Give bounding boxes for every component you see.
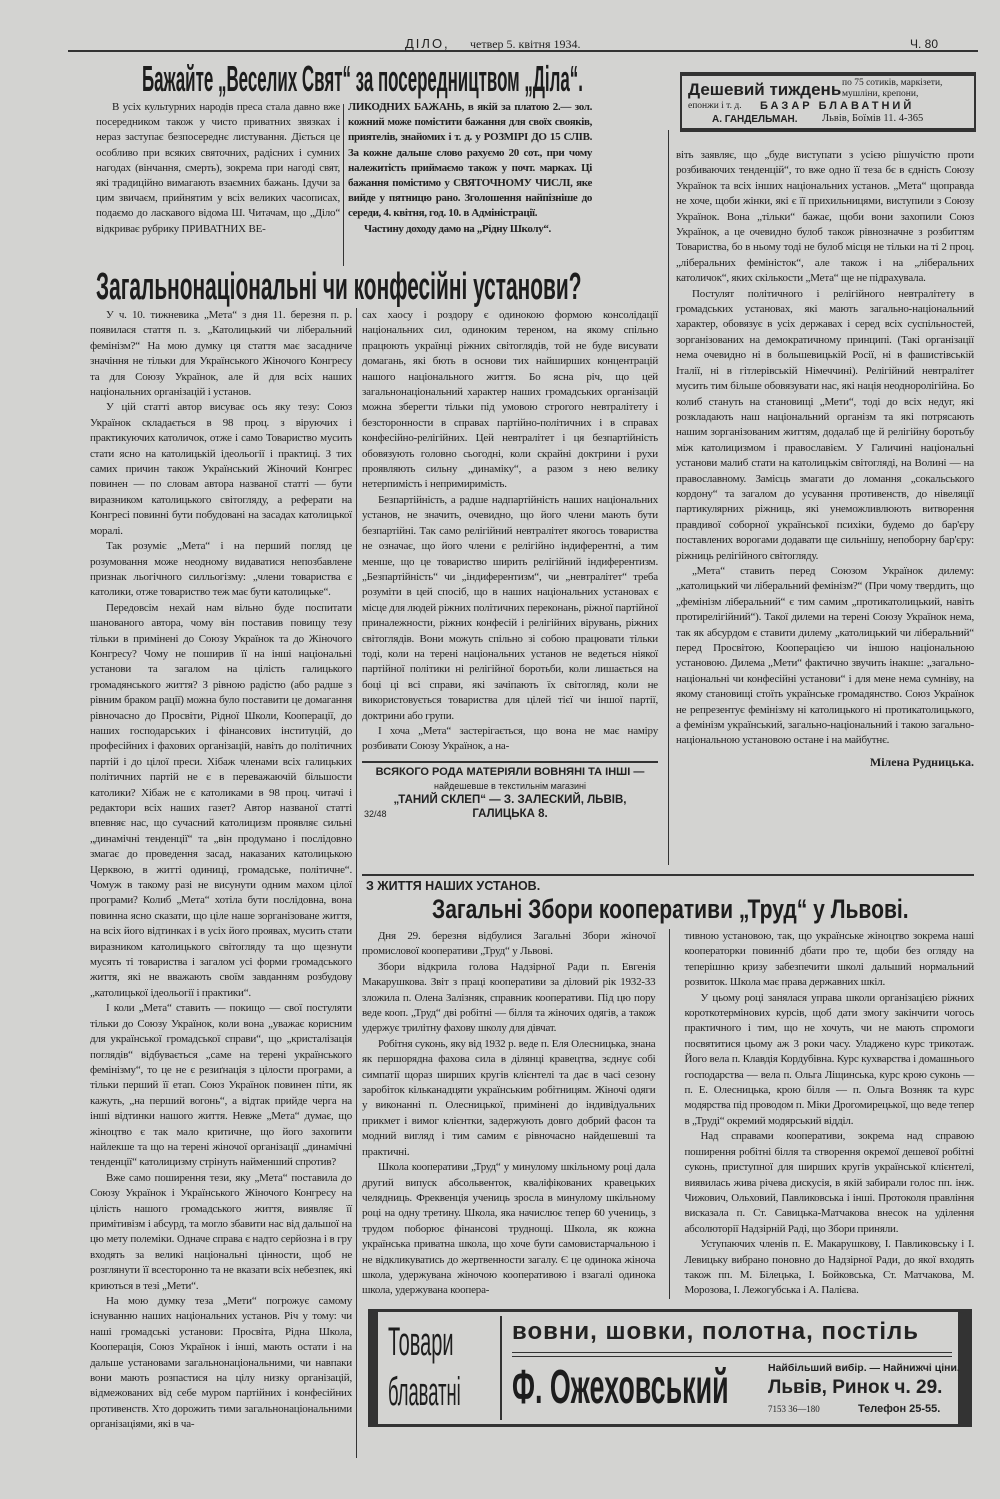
coop-left-column: Дня 29. березня відбулися Загальні Збори жіночої промислової кооперативи „Труд“ у Львові. Збори відкрила голова Надзірної Ради п. Евгенія Макарушкова. Звіт з праці кооперативи за діловий рік 1932-33 зложила п. Олена Залізняк, справник кооперативи. Під цю пору веде кооп. „Труд“ дві робітні — білля та жіночих одягів, а також удержує трилітну фахову школу для дівчат. Робітня суконь, яку від 1932 р. веде п. Еля Олесницька, знана як першорядна фахова сила в ділянці кравецтва, зєднує собі симпатії щораз ширших кругів клієнтелі та дає в часі сезону заробіток кільканадцяти українським робітницям. Жіночі одяги у виконанні п. Олесницької, примінені до індивідуальних прикмет і вимог клієнтки, задержують довго добрий фасон та модний вигляд і тим самим є рівночасно найдешевші та практичні. Школа кооперативи „Труд“ у минулому шкільному році дала другий випуск абсольвенток, кваліфікованих кравецьких челядниць. Фреквенція учениць зросла в минулому шкільному році на одну третину. Школа, яка начислює тепер 60 учениць, з трудом поборює фінансові труднощі. Школа, як кожна українська приватна школа, що хоче бути самовистарчальною і не відкликуватись до жертвенности загалу. Є це одинока жіноча школа, удержувана жіночою кооперативою і взагалі одинока школа, удержувана коопера- <box>362 930 656 1297</box>
ad-taniy-sklep: ВСЯКОГО РОДА МАТЕРІЯЛИ ВОВНЯНІ ТА ІНШІ — найдешевше в текстильнім магазині „ТАНИЙ СКЛЕП“ — З. ЗАЛЕСКИЙ, ЛЬВІВ, 32/48 ГАЛИЦЬКА 8. <box>364 765 645 820</box>
coop-section <box>362 874 974 1427</box>
masthead: ДІЛО, <box>405 36 450 51</box>
greetings-left-column: В усіх культурних народів преса стала давно вже посередником також у чисто приватних звязках і нераз заступає безпосереднє листування. Діється це особливо при всяких святочних, радісних і сумних нагодах (вінчання, смерть), зокрема при нагоді свят, які традиційно вимагають взаємних бажань. Ідучи за цим звичаєм, прийнятим у всіх великих часописах, подаємо до ласкавого відома Ш. Читачам, що „Діло“ відкриває рубрику ПРИВАТНИХ ВЕ- <box>96 101 340 235</box>
ad-code: 32/48 <box>364 808 387 819</box>
ad-ozhekhovskyi: Товари блаватні вовни, шовки, полотна, постіль Ф. Ожеховський Найбільший вибір. — Найнижчі ціни. Львів, Ринок ч. 29. 7153 36—180 Телефон 25-55. <box>368 1309 972 1427</box>
ad-cheap-week: Дешевий тиждень по 75 сотиків, маркізети, мушліни, крепони, епонжи і т. д. БАЗАР БЛАВАТНИЙ А. ГАНДЕЛЬМАН. Львів, Боїмів 11. 4-365 <box>680 72 976 132</box>
article-middle-column: сах хаосу і роздору є одинокою формою консолідації національних сил, одиноким тереном, на якому спільно працюють українці ріжних світоглядів, той не буде висувати домагань, які бють в основи тих найширших концентрацій нашого національного життя. Бо ясна річ, що цей загальнонаціональний характер наших громадських організацій можна зберегти тільки під умовою строгого невтралітету і безсторонности в справах партійно-політичних і в справах конфесійно-релігійних. Цей невтралітет і ця безпартійність обовязують головно сьогодні, коли скрайні доктрини і рухи проявляють сильну „динаміку“, а разом з нею велику нетерпимість і непримиримість. Безпартійність, а радше надпартійність наших національних установ, не значить, очевидно, що його члени мають бути безпартійні. Так само релігійний невтралітет якогось товариства не означає, що його члени є релігійно індиферентні, а тим менше, що це товариство ширить релігійний індиферентизм. „Безпартійність“ чи „індиферентизм“, чи „невтралітет“ треба розуміти в цей спосіб, що в наших національних установах є місце для людей ріжних політичних переконань, ріжної партійної приналежности, ріжних конфесій і релігійних вірувань, ріжних світоглядів. Вони можуть спільно зі собою працювати тільки тоді, коли на терені національних установ не ведеться ніякої партійної політики ні релігійної боротьби, коли лишається на боці ці всі справи, які зачіпають їх світогляд, коли не використовується товариства для цілей тієї чи іншої партії, доктрини або групи. І хоча „Мета“ застерігається, що вона не має наміру розбивати Союзу Українок, а на- <box>362 309 658 753</box>
article-headline: Загальнонаціональні чи конфесійні установи? <box>96 266 582 308</box>
article-right-column: віть заявляє, що „буде виступати з усією рішучістю проти розбиваючих тенденцій“, то вже одно її теза бє в єдність Союзу Українок та всіх інших національних установ. „Мета“ щоправда не хоче, щоби жінки, які є її прихильницями, виступили з Союзу Українок. Вона „тільки“ бажає, щоби вони захопили Союз Українок, а це очевидно булоб також рівнозначне з розбиттям Товариства, бо в ньому тоді не булоб місця не тільки на ті 2 проц. „ліберальних феміністок“, але також і на „ліберальних католичок“, яких скількости „Мета“ ще не підрахувала. Постулят політичного і релігійного невтралітету в громадських установах, які мають загально-національний характер, обовязує в усіх державах і серед всіх суспільностей, зорганізованих на демократичному принципі. (Такі організації нема очевидно ні в большевицькій Росії, ні в фашистівській Італії, ні в гітлерівській Німеччині). Релігійний невтралітет мусить тим більше обовязувати нас, які нація неодноролігійна. Бо колиб стануть на становищі „Мети“, тоді до всіх недуг, які розкладають наш національний організм та які потрясають нашим зорганізованим життям, додалаб ще й релігійну боротьбу між католицизмом і православієм. У Галичині національні установи малиб стати на католицькім світогляді, на Волині — на православному. Замісць змагати до ломання „сокальського кордону“ та загалом до усування противенств, до нівеляції партикулярних ріжниць, які унеможливлюють витворення правдивої соборної української психіки, будемо до бар'єру поставлених ворогами додавати ще сильнішу, непоборну бар'єру: ріжниць релігійного світогляду. „Мета“ ставить перед Союзом Українок дилему: „католицький чи ліберальний фемінізм?“ (При чому твердить, що „фемінізм ліберальний“ є тим самим „протикатолицький, навіть протирелігійний“). Такої дилеми на терені Союзу Українок нема, так як абсурдом є ставити дилему „католицький чи ліберальний“ перед Просвітою, Кооперацією чи іншою національною установою. Дилема „Мети“ фактично звучить інакше: „загально-національні чи конфесійні установи“ і для мене нема сумніву, на якому становищі стоїть українське громадянство. Союз Українок не репрезентує фемінізму ні католицького ні протикатолицького, а фемінізм український, загально-національний і такою загально-національною установою остане і на майбутнє. <box>676 149 974 747</box>
greetings-closing: Частину доходу дамо на „Рідну Школу“. <box>364 222 551 235</box>
coop-headline: Загальні Збори кооперативи „Труд“ у Львові. <box>432 894 909 924</box>
section-rule <box>362 874 974 876</box>
column-divider <box>356 308 357 1458</box>
article-left-column: У ч. 10. тижневика „Мета“ з дня 11. березня п. р. появилася стаття п. з. „Католицький чи ліберальний фемінізм?“ На мою думку ця стаття має засадниче значіння не тільки для Українського Жіночого Конгресу та для Союзу Українок, але й для всіх наших національних організацій і установ. У цій статті автор висуває ось яку тезу: Союз Українок складається в 98 проц. з віруючих і практикуючих католичок, отже і само Товариство мусить стати ясно на католицькій ідеольогії і практиці. З тих самих причин також Український Жіночий Конгрес повинен — по словам автора названої статті — бути виразником католицького світогляду, а реферати на Конгресі повинні бути побудовані на засадах католицької моралі. Так розуміє „Мета“ і на перший погляд це розумовання може неодному видаватися непозбавлене признак льогічного силльогізму: „члени товариства є католики, отже товариство теж має бути католицьке“. Передовсім нехай нам вільно буде поспитати шанованого автора, чому він поставив повищу тезу тільки в примінені до Союзу Українок та до Жіночого Конгресу? Чому не поширив її на інші національні установи та загалом на цілість галицького громадянського життя? З рівною радістю (або радше з рівним браком рації) можна було поставити це домагання рівночасно до Просвіти, Рідної Школи, Кооперації, до наших господарських і фінансових інституцій, до професійних і фахових організацій, навіть до політичних партій і до цілої преси. Хібаж членами всіх галицьких політичних партій не є в переважаючій більшости католики? Хібаж не є католиками в 98 проц. читачі і редактори всіх наших газет? Автор названої статті впевняє нас, що сучасний католицизм проявляє сильні „динамічні тенденції“ та „він продумано і послідовно змагає до проведення засад, наказаних католицькою Церквою, в житті одиниці, громадське, політичне“. Чомуж в такому разі не висунути одним махом цілої програми? Колиб „Мета“ хотіла бути послідовна, вона повинна ясно сказати, що ціле наше зорганізоване життя, на всіх його відтинках і в усіх його проявах, мусить стати виразником католицького світогляду та що щезнути мусять ті товариства і загалом усі форми громадського життя, які не вважають своїм завданням розбудову „католицької ідеольогії і практики“. І коли „Мета“ ставить — покищо — свої постуляти тільки до Союзу Українок, коли вона „уважає корисним для української громадської справи“, що „кристалізація поглядів“ відбувається „саме на терені українського фемінізму“, то це не є резиґнація з цілости програми, а тільки перший її етап. Союз Українок повинен піти, як кажуть, „на перший вогонь“, а відтак прийде черга на інші відтинки нашого життя. Невже „Мета“ думає, що жіноцтво є так мало критичне, що його захопити найлекше та що на терені жіночої організації „динамічні тенденції“ католицизму стрінуть найменший спротив? Вже само поширення тези, яку „Мета“ поставила до Союзу Українок і Українського Жіночого Конгресу на цілість нашого громадського життя, виявляє її примітивізм і абсурд, та могло збавити нас від дальшої на цю мету полеміки. Одначе справа є надто серйозна і в гру входять за великі національні цінности, щоб не розглянути її всесторонно та не вказати всіх небезпек, які криються в тезі „Мети“. На мою думку теза „Мети“ погрожує самому існуванню наших національних установ. Річ у тому: чи наші громадські установи: Просвіта, Рідна Школа, Кооперація, Союз Українок і інші, мають остати і на дальше установами загальнонаціональними, чи навпаки вони мають розпастися на цілу низку організацій, відмежованих від себе муром партійних і конфесійних противенств. Хто дорожить тими загальнонаціональними організаціями, які в ча- <box>90 309 352 1431</box>
article-middle-flow <box>362 308 658 821</box>
column-divider <box>668 130 669 865</box>
article-right-flow <box>676 148 974 770</box>
column-divider <box>669 929 670 1299</box>
issue-date: четвер 5. квітня 1934. <box>470 37 581 51</box>
greetings-headline: Бажайте „Веселих Свят“ за посередництвом „Діла“. <box>142 58 583 99</box>
column-divider <box>343 104 344 266</box>
coop-right-column: тивною установою, так, що українське жіноцтво зокрема наші кооператорки повинніб дбати про те, щоби без огляду на теперішню кризу забезпечити школі дальший нормальний розвиток. Школа має права державних шкіл. У цьому році занялася управа школи організацією ріжних короткотермінових курсів, щоб дати змогу закінчити чогось практичного і тим, що не хочуть, чи не мають спромоги посвятитися цьому аж 3 роки часу. Уладжено курс трикотаж. Його вела п. Клавдія Кордубівна. Курс кухварства і домашнього господарства — вела п. Ольга Ліщинська, курс крою суконь — п. Е. Олесницька, крою білля — п. Ольга Возняк та курс модярства під проводом п. Міки Дрогомирецької, що веде тепер в „Труді“ окремий модярський відділ. Над справами кооперативи, зокрема над справою поширення робітні білля та створення окремої дешевої робітні суконь, приступної для ширших кругів української клієнтелі, виявилась жива річева дискусія, в якій забирали голос пп. інж. Чижович, Ольховий, Павликовська і інші. Протоколя правління висказала п. Ст. Савицька-Матчакова внесок на уділення абсолюторії Надзірній Раді, що Збори приняли. Уступаючих членів п. Е. Макарушкову, І. Павликовську і І. Левицьку вибрано поновно до Надзірної Ради, до якої входять також пп. М. Білецька, І. Бойковська, Ст. Матчакова, М. Морозова, І. Лежогубська і А. Палієва. <box>684 930 974 1297</box>
article-signature: Мілена Рудницька. <box>869 754 974 769</box>
greetings-right-column: ЛИКОДНИХ БАЖАНЬ, в якій за платою 2.— зол. кожний може помістити бажання для своїх свояків, приятелів, знайомих і т. д. у РОЗМІРІ ДО 15 СЛІВ. За кожне дальше слово рахуємо 20 сот., при чому належитість приймаємо також у почт. марках. Ці бажання помістимо у СВЯТОЧНОМУ ЧИСЛІ, яке вийде у пятницю рано. Зголошення найпізніше до середи, 4. квітня, год. 10. в Адміністрації. Частину доходу дамо на „Рідну Школу“. <box>348 100 592 237</box>
section-title: З ЖИТТЯ НАШИХ УСТАНОВ. <box>366 879 541 893</box>
page-number: Ч. 80 <box>910 37 939 51</box>
